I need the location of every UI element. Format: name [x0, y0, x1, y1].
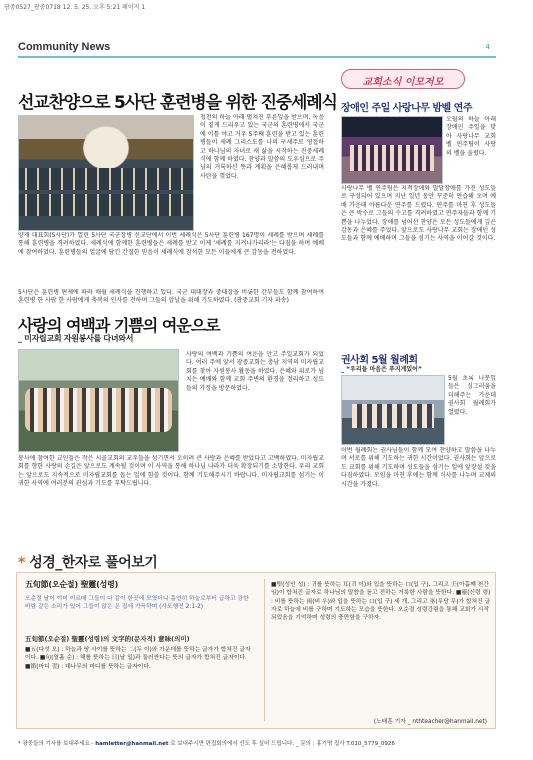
column-divider: [264, 579, 265, 721]
article2-body: 봉사에 참여한 교인들은 작은 시골교회의 교우들을 섬기면서 오히려 큰 사랑과 은혜를 받았다고 고백하였다. 미자립교회를 향한 사랑의 손길은 앞으로도 계속될 것이며 이 사역을 통해 하나님 나라가 더욱 확장되기를 소망한다. 우리 교회는 앞으로도 지속적으로 미자립교회를 돕는 일에 힘쓸 것이다. 함께 기도해주시기 바랍니다. 미자립교회를 섬기는 이 귀한 사역에 여러분의 관심과 기도를 부탁드립니다.: [18, 455, 324, 488]
bible-author: (노태훈 기자 _ nthteacher@hanmail.net): [373, 719, 487, 725]
article1-body: 양재 대표회(5사단)가 열린 5사단 국군장병 선교단에서 이번 세례식은 5사단 훈련병 167명이 세례를 받으며 세례를 통해 훈련병을 격려하였다. 세례식에 함께한 훈련병들은 세례를 받고 이제 '세례를 지켜나가리라'는 다짐을 하며 예배에 참여하였다. 훈련병들의 얼굴에 담긴 간절한 믿음이 세례식에 참석한 모든 이들에게 큰 감동을 전하였다.: [18, 232, 324, 256]
article1-body: 5사단은 훈련병 편제에 따라 매월 세례식을 진행하고 있다. 국군 대대장과 중대장을 비롯한 간부들도 함께 참여하여 훈련병 한 사람 한 사람에게 축복의 인사를 전하며 그들의 앞날을 위해 기도하였다. (광중교회 기자 파송): [18, 289, 324, 305]
article2-body: 사랑의 여백과 기쁨의 여운을 안고 주일교회가 되었다. 여러 주에 앞서 광중교회는 충남 지역의 미자립교회를 찾아 자원봉사 활동을 하였다. 은혜와 위로가 넘치는 예배와 함께 교회 주변의 환경을 정리하고 성도들의 가정을 방문하였다.: [186, 351, 324, 392]
article2-subhead: _ 미자립교회 자원봉사를 다녀와서: [18, 334, 134, 343]
photo-people: [352, 404, 434, 428]
article1-headline: 선교찬양으로 5사단 훈련병을 위한 진중세례식: [18, 93, 337, 113]
bible-body: ■聖(성인 성) : 귀를 뜻하는 耳(귀 이)와 입을 뜻하는 口(입 구), 그리고 壬(아홉째 천간 임)이 합쳐진 글자로 하나님의 말씀을 듣고 전하는 거룩한 사람을 뜻한다. ■靈(신령 령) : 비를 뜻하는 雨(비 우)와 입을 뜻하는 口(입 구) 세 개, 그리고 巫(무당 무)가 합쳐진 글자로 하늘에 비를 구하며 기도하는 모습을 뜻한다. 오순절 성령강림을 통해 교회가 시작되었음을 기억하며 성령의 충만함을 구하자.: [271, 582, 491, 622]
footer-notice: [18, 739, 498, 747]
article3-body: 사랑나무 벨 연주팀은 지적장애와 발달장애를 가진 성도들로 구성되어 있으며 지난 일년 동안 꾸준히 연습해 오며 예배 가운데 아름다운 연주를 드렸다. 연주를 마친 후 성도들은 큰 박수로 그들의 수고를 격려하였고 연주자들과 함께 기쁨을 나누었다. 장애를 넘어선 찬양은 모든 성도들에게 깊은 감동과 은혜를 주었다. 앞으로도 사랑나무 교회는 장애인 성도들과 함께 예배하며 그들을 섬기는 사역을 이어갈 것이다.: [341, 185, 496, 243]
footer-text: 로 보내주시면 편집회의에서 선도 후 실어 드립니다. _ 문의 : 홍기명 집사 T.010_5779_0926: [168, 741, 395, 747]
bible-section-title: [18, 552, 157, 572]
article4-body: 5월 초록 나뭇잎들은 싱그러움을 더해주는 가운데 권사회 월례회가 열렸다.: [448, 375, 496, 416]
bell-concert-photo: [341, 116, 443, 184]
photo-crowd-row: [19, 194, 193, 216]
bible-verse: 오순절 날이 이미 이르매 그들이 다 같이 한곳에 모였더니 홀연히 하늘로부터 급하고 강한 바람 같은 소리가 있어 그들이 앉은 온 집에 가득하며 (사도행전 2:1-2): [25, 596, 249, 611]
article3-body: 오월의 하늘 아래 장애인 주일을 맞아 사랑나무 교회 벨 연주팀이 사랑의 벨을 울렸다.: [446, 116, 496, 157]
photo-crowd-row: [19, 168, 193, 190]
bible-subtitle: 五旬節(오순절) 聖靈(성령): [25, 580, 119, 589]
print-header: 광중0527_광중0718 12. 5. 25. 오후 5:21 페이지 1: [4, 4, 146, 11]
section-title: Community News: [18, 41, 111, 53]
article4-subhead: _ “우리들 마음은 푸지게있어”: [341, 366, 422, 373]
bible-subtitle-2: 五旬節(오순절) 聖靈(성령)의 文字的(문자적) 意味(의미): [25, 635, 190, 643]
bible-body: ■五(다섯 오) : 하늘과 땅 사이를 뜻하는 二(두 이)와 가운데를 뜻하는 글자가 합쳐진 글자이다. ■旬(열흘 순) : 해를 뜻하는 日(날 일)과 둘러싼다는 뜻의 글자가 합쳐진 글자이다. ■節(마디 절) : 대나무의 마디를 뜻하는 글자이다.: [25, 647, 251, 670]
footer-text: * 광중들의 기사를 보내주세요 -: [18, 741, 96, 747]
article2-headline: 사랑의 여백과 기쁨의 여운으로: [18, 316, 220, 335]
photo-people: [25, 388, 172, 432]
bible-section-title-text: 성경_한자로 풀어보기: [29, 555, 158, 571]
baptism-photo: [18, 115, 194, 231]
page-number: 4: [485, 43, 490, 51]
volunteer-group-photo: [18, 349, 179, 452]
bible-box: [16, 572, 496, 729]
church-news-tag: [341, 69, 465, 89]
footer-email-link[interactable]: hamletter@hanmail.net: [95, 741, 169, 747]
section-header: [18, 40, 496, 58]
article1-body: 청천의 하늘 아래 펼쳐진 푸른잎을 받으며, 녹음이 짙게 드리우고 있는 국군의 훈련병에서 국군에 이틀 야고 거우 5주째 훈련을 받고 있는 훈련병들이 세례 그리스도를 나의 구세주로 영접하고 하나님의 자녀로 새 삶을 시작하는 진중세례식에 함께 하였다. 찬양과 말씀의 도우심으로 주님의 거룩하신 뜻과 계획을 은혜롭게 드러내며 사탄을 꺾었다.: [200, 114, 324, 180]
article4-body: 이번 월례회는 권사님들이 함께 모여 찬양하고 말씀을 나누며 서로를 위해 기도하는 귀한 시간이었다. 권사회는 앞으로도 교회를 위해 기도하며 성도들을 섬기는 일에 앞장설 것을 다짐하였다. 모임을 마친 후에는 함께 식사를 나누며 교제의 시간을 가졌다.: [341, 447, 496, 488]
star-icon: *: [18, 555, 25, 571]
church-news-tag-label: 교회소식 이모저모: [362, 77, 444, 88]
article4-headline: 권사회 5월 월례회: [341, 355, 418, 366]
article3-headline: 장애인 주일 사랑나무 밤벨 연주: [341, 103, 473, 114]
deaconess-meeting-photo: [341, 375, 445, 445]
photo-performers: [350, 145, 434, 171]
